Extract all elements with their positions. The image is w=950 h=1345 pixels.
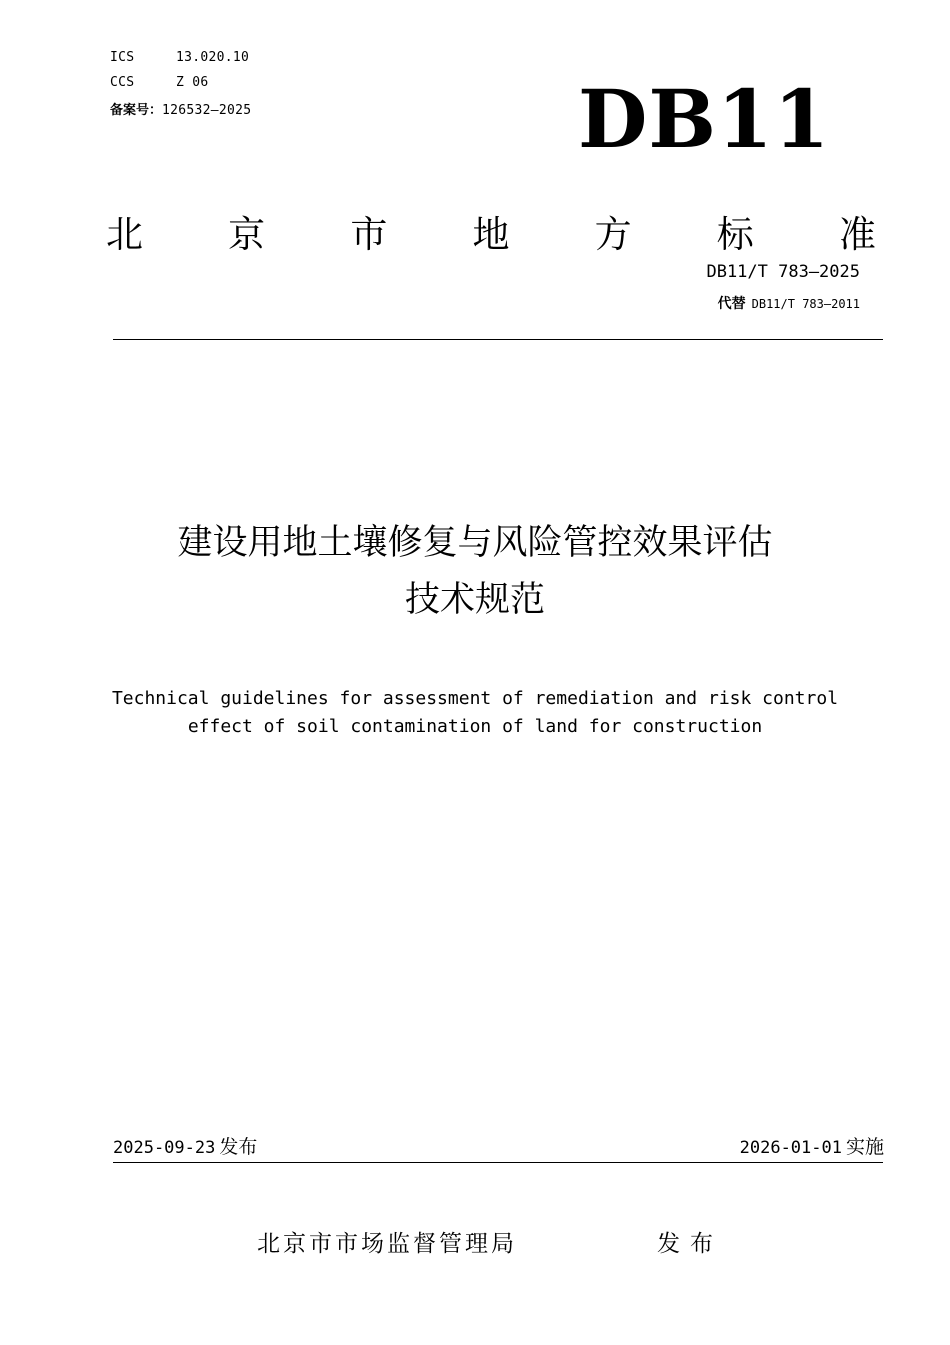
standard-type-char: 北 bbox=[106, 213, 143, 256]
replaces-label: 代替 bbox=[717, 296, 746, 312]
release-date-value: 2025-09-23 bbox=[113, 1138, 216, 1158]
db11-logo: DB11 bbox=[578, 72, 831, 166]
standard-type-char: 地 bbox=[472, 213, 510, 256]
title-cn-line1: 建设用地土壤修复与风险管控效果评估 bbox=[177, 523, 773, 563]
standard-type-char: 标 bbox=[716, 213, 754, 256]
ccs-row bbox=[110, 75, 209, 90]
standard-number: DB11/T 783—2025 bbox=[706, 262, 860, 282]
record-row bbox=[110, 99, 251, 118]
release-date bbox=[113, 1133, 257, 1162]
ics-label: ICS bbox=[110, 50, 135, 65]
standard-type bbox=[106, 210, 876, 260]
release-date-label: 发布 bbox=[219, 1136, 258, 1158]
header-divider bbox=[113, 339, 883, 340]
ics-row bbox=[110, 50, 249, 65]
implement-date-value: 2026-01-01 bbox=[739, 1138, 842, 1158]
implement-date-label: 实施 bbox=[845, 1136, 884, 1158]
title-en-line1: Technical guidelines for assessment of remediation and risk control bbox=[111, 688, 839, 709]
standard-type-char: 市 bbox=[350, 213, 388, 256]
ics-value: 13.020.10 bbox=[176, 50, 250, 65]
footer-divider bbox=[113, 1162, 883, 1163]
record-value: 126532—2025 bbox=[162, 103, 252, 118]
standard-type-char: 准 bbox=[838, 213, 876, 256]
ccs-label: CCS bbox=[110, 75, 135, 90]
title-cn-line2: 技术规范 bbox=[404, 580, 545, 620]
ccs-value: Z 06 bbox=[176, 75, 209, 90]
standard-type-char: 京 bbox=[228, 213, 266, 256]
record-label: 备案号： bbox=[110, 103, 163, 118]
replaces-line bbox=[718, 293, 860, 313]
implement-date bbox=[740, 1133, 884, 1162]
title-en-line2: effect of soil contamination of land for construction bbox=[187, 716, 763, 737]
issuer-action: 发布 bbox=[657, 1231, 723, 1257]
standard-type-char: 方 bbox=[594, 213, 632, 256]
replaces-number: DB11/T 783—2011 bbox=[751, 297, 860, 311]
issuer-name: 北京市市场监督管理局 bbox=[257, 1231, 517, 1257]
